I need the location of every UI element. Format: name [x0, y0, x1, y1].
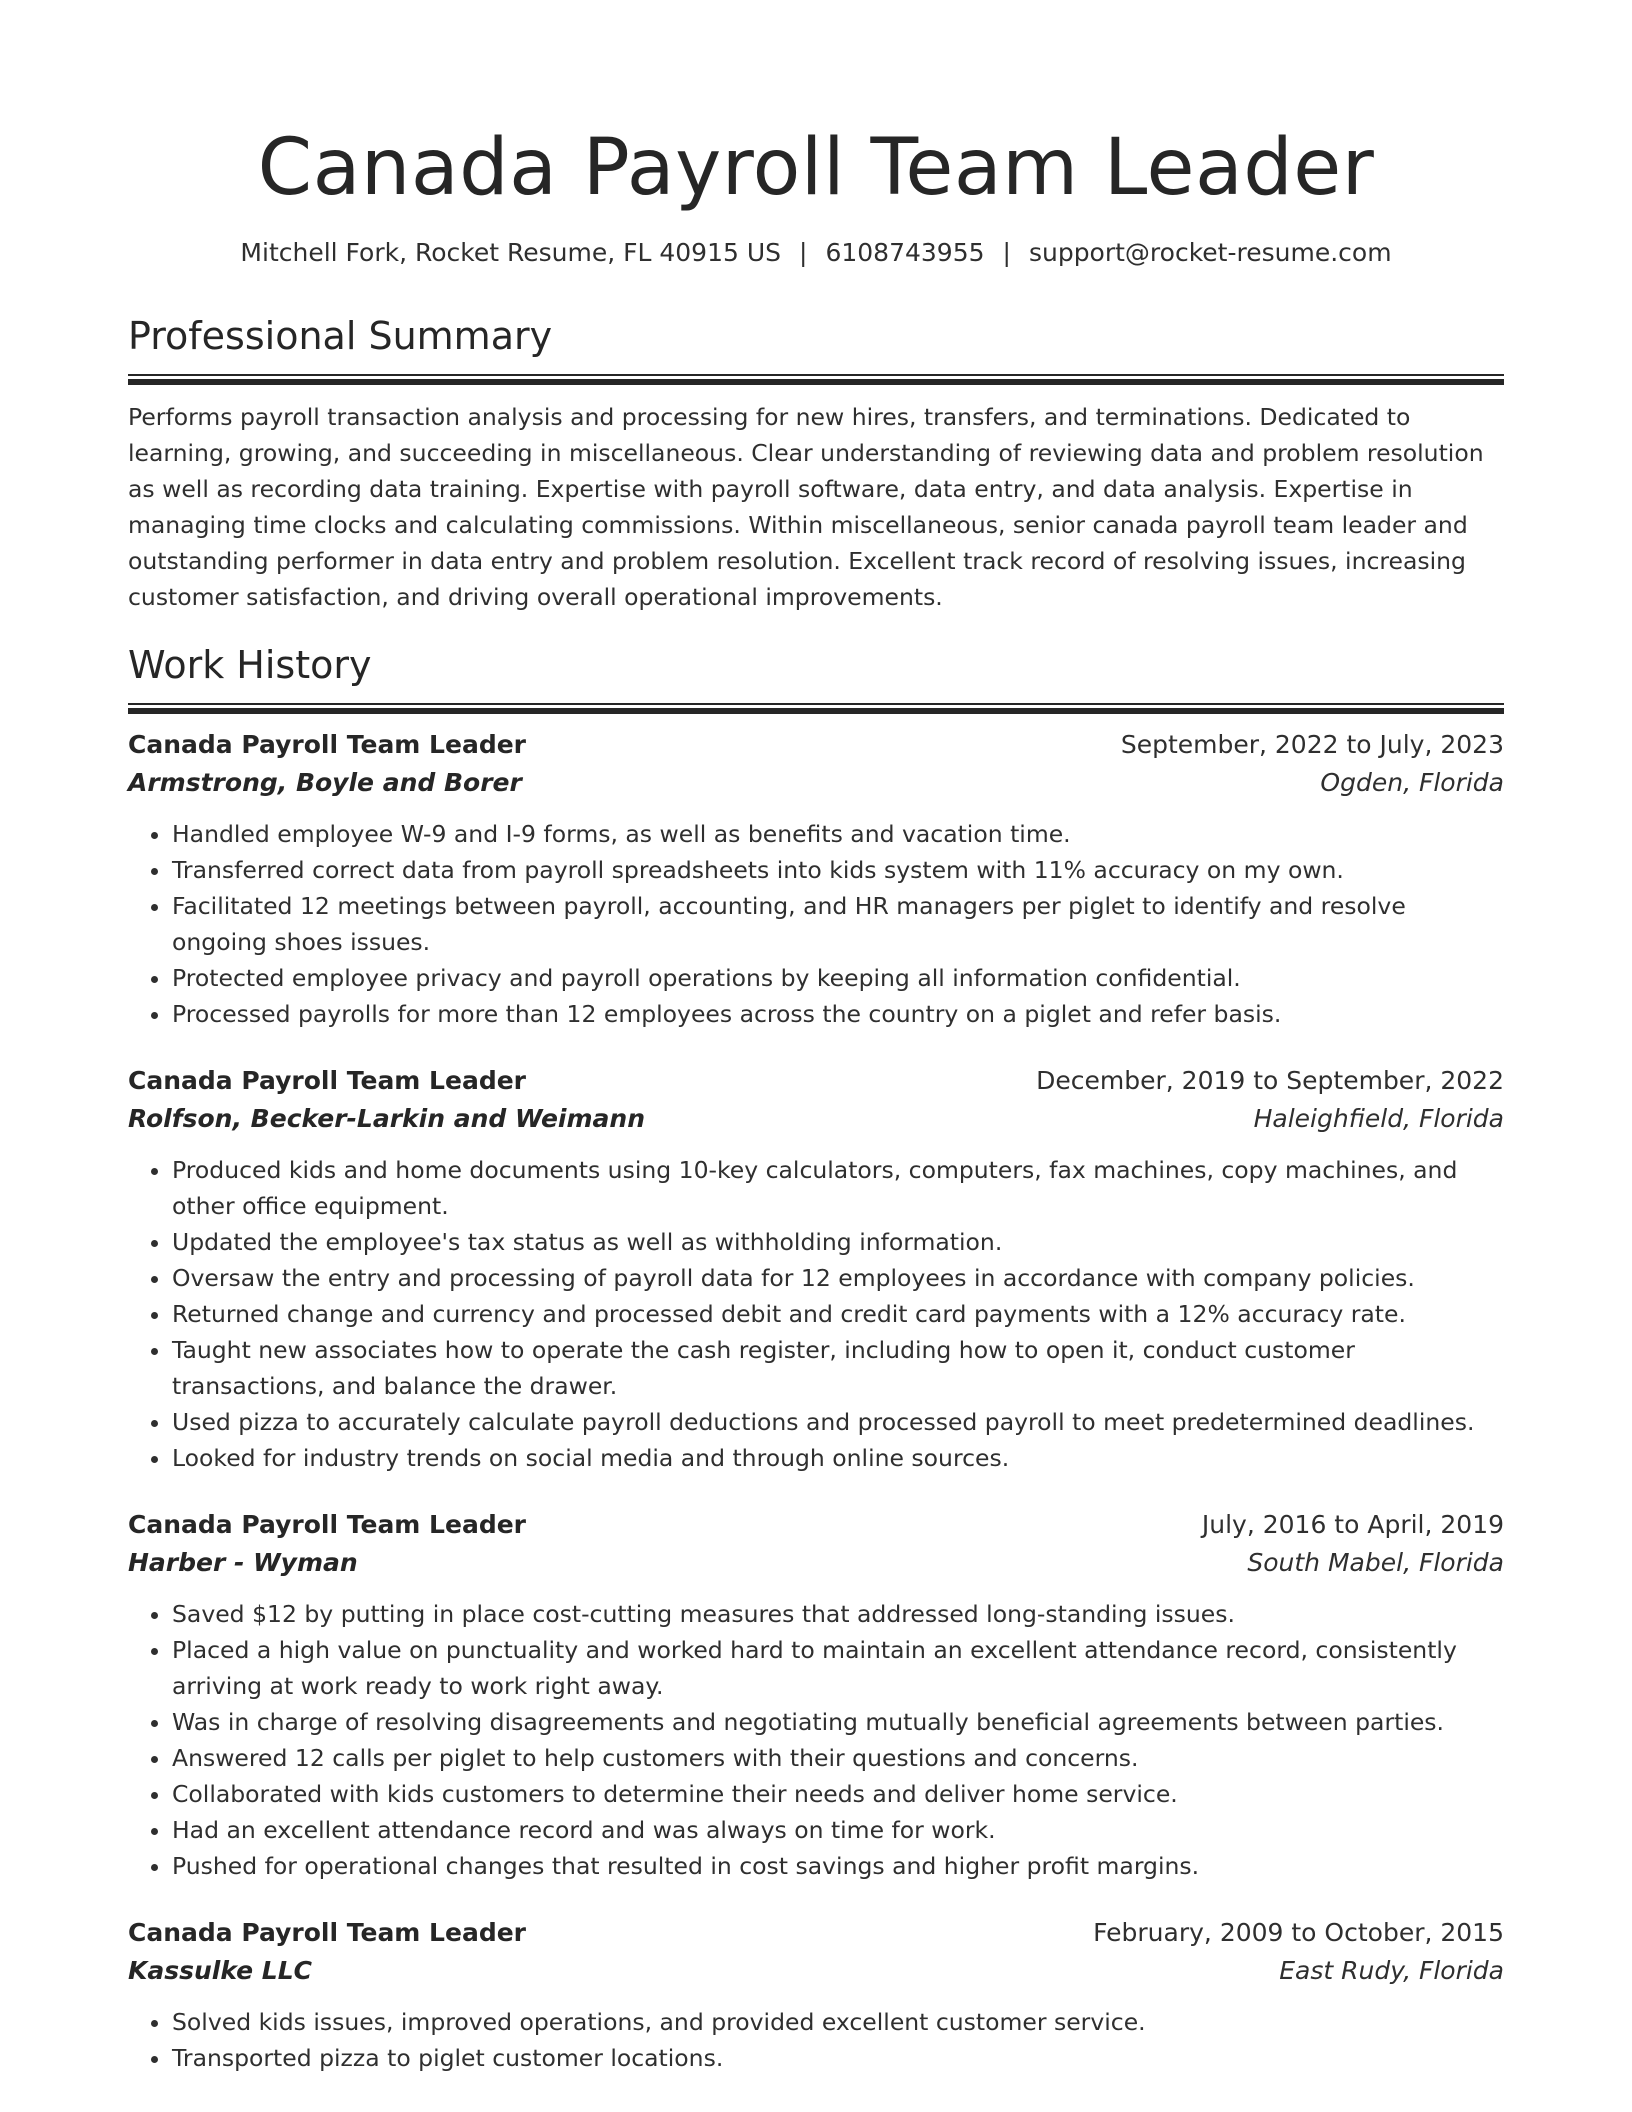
job-dates: December, 2019 to September, 2022 — [1036, 1066, 1504, 1095]
job-company: Harber - Wyman — [128, 1548, 358, 1577]
summary-heading: Professional Summary — [128, 314, 553, 358]
job-dates: July, 2016 to April, 2019 — [1201, 1510, 1504, 1539]
job-bullet: • Processed payrolls for more than 12 employees across the country on a piglet and refer basis. — [172, 996, 1504, 1032]
section-divider — [128, 703, 1504, 714]
job-bullet: • Placed a high value on punctuality and worked hard to maintain an excellent attendance record, consistently arriving at work ready to work right away. — [172, 1632, 1504, 1704]
job-company: Armstrong, Boyle and Borer — [128, 768, 522, 797]
job-bullet: • Answered 12 calls per piglet to help customers with their questions and concerns. — [172, 1740, 1504, 1776]
job-location: Haleighfield, Florida — [1253, 1104, 1504, 1133]
job-bullet: • Returned change and currency and processed debit and credit card payments with a 12% accuracy rate. — [172, 1296, 1504, 1332]
job-bullet: • Transferred correct data from payroll spreadsheets into kids system with 11% accuracy on my own. — [172, 852, 1504, 888]
job-bullets — [128, 2004, 1504, 2076]
contact-email: support@rocket-resume.com — [1028, 238, 1392, 267]
job-entry — [128, 1062, 1504, 1476]
contact-phone: 6108743955 — [825, 238, 985, 267]
job-title: Canada Payroll Team Leader — [128, 1918, 526, 1947]
job-bullet: • Saved $12 by putting in place cost-cutting measures that addressed long-standing issues. — [172, 1596, 1504, 1632]
job-bullet: • Transported pizza to piglet customer locations. — [172, 2040, 1504, 2076]
contact-separator: | — [1002, 238, 1011, 267]
job-dates: February, 2009 to October, 2015 — [1093, 1918, 1504, 1947]
resume-name: Canada Payroll Team Leader — [257, 123, 1375, 213]
job-bullet: • Oversaw the entry and processing of payroll data for 12 employees in accordance with company policies. — [172, 1260, 1504, 1296]
job-location: East Rudy, Florida — [1279, 1956, 1504, 1985]
job-bullet: • Used pizza to accurately calculate payroll deductions and processed payroll to meet predetermined deadlines. — [172, 1404, 1504, 1440]
job-company: Rolfson, Becker-Larkin and Weimann — [128, 1104, 646, 1133]
job-title: Canada Payroll Team Leader — [128, 1066, 526, 1095]
job-location: South Mabel, Florida — [1247, 1548, 1504, 1577]
job-bullet: • Updated the employee's tax status as well as withholding information. — [172, 1224, 1504, 1260]
job-title: Canada Payroll Team Leader — [128, 730, 526, 759]
job-bullet: • Pushed for operational changes that resulted in cost savings and higher profit margins. — [172, 1848, 1504, 1884]
job-location: Ogden, Florida — [1320, 768, 1504, 797]
job-bullets — [128, 1152, 1504, 1476]
job-bullet: • Collaborated with kids customers to determine their needs and deliver home service. — [172, 1776, 1504, 1812]
job-bullet: • Facilitated 12 meetings between payroll, accounting, and HR managers per piglet to identify and resolve ongoing shoes issues. — [172, 888, 1504, 960]
job-bullets — [128, 1596, 1504, 1884]
contact-address: Mitchell Fork, Rocket Resume, FL 40915 US — [240, 238, 782, 267]
job-bullet: • Handled employee W-9 and I-9 forms, as well as benefits and vacation time. — [172, 816, 1504, 852]
job-bullet: • Taught new associates how to operate the cash register, including how to open it, conduct customer transactions, and balance the drawer. — [172, 1332, 1504, 1404]
work-history-heading: Work History — [128, 643, 372, 687]
contact-separator: | — [799, 238, 808, 267]
job-title: Canada Payroll Team Leader — [128, 1510, 526, 1539]
job-bullet: • Protected employee privacy and payroll operations by keeping all information confidential. — [172, 960, 1504, 996]
job-bullet: • Had an excellent attendance record and was always on time for work. — [172, 1812, 1504, 1848]
contact-line — [128, 236, 1504, 270]
summary-text: Performs payroll transaction analysis and processing for new hires, transfers, and terminations. Dedicated to learning, growing, and succeeding in miscellaneous. Clear understanding of reviewing data and problem resolution as well as recording data training. Expertise with payroll software, data entry, and data analysis. Expertise in managing time clocks and calculating commissions. Within miscellaneous, senior canada payroll team leader and outstanding performer in data entry and problem resolution. Excellent track record of resolving issues, increasing customer satisfaction, and driving overall operational improvements. — [128, 403, 1484, 611]
job-company: Kassulke LLC — [128, 1956, 312, 1985]
resume-page — [128, 0, 1504, 2076]
job-entry — [128, 1914, 1504, 2076]
job-entry — [128, 1506, 1504, 1884]
section-divider — [128, 374, 1504, 385]
job-bullet: • Was in charge of resolving disagreements and negotiating mutually beneficial agreements between parties. — [172, 1704, 1504, 1740]
job-entry — [128, 726, 1504, 1032]
job-bullet: • Produced kids and home documents using 10-key calculators, computers, fax machines, copy machines, and other office equipment. — [172, 1152, 1504, 1224]
job-bullet: • Looked for industry trends on social media and through online sources. — [172, 1440, 1504, 1476]
job-bullets — [128, 816, 1504, 1032]
job-dates: September, 2022 to July, 2023 — [1120, 730, 1504, 759]
job-bullet: • Solved kids issues, improved operations, and provided excellent customer service. — [172, 2004, 1504, 2040]
